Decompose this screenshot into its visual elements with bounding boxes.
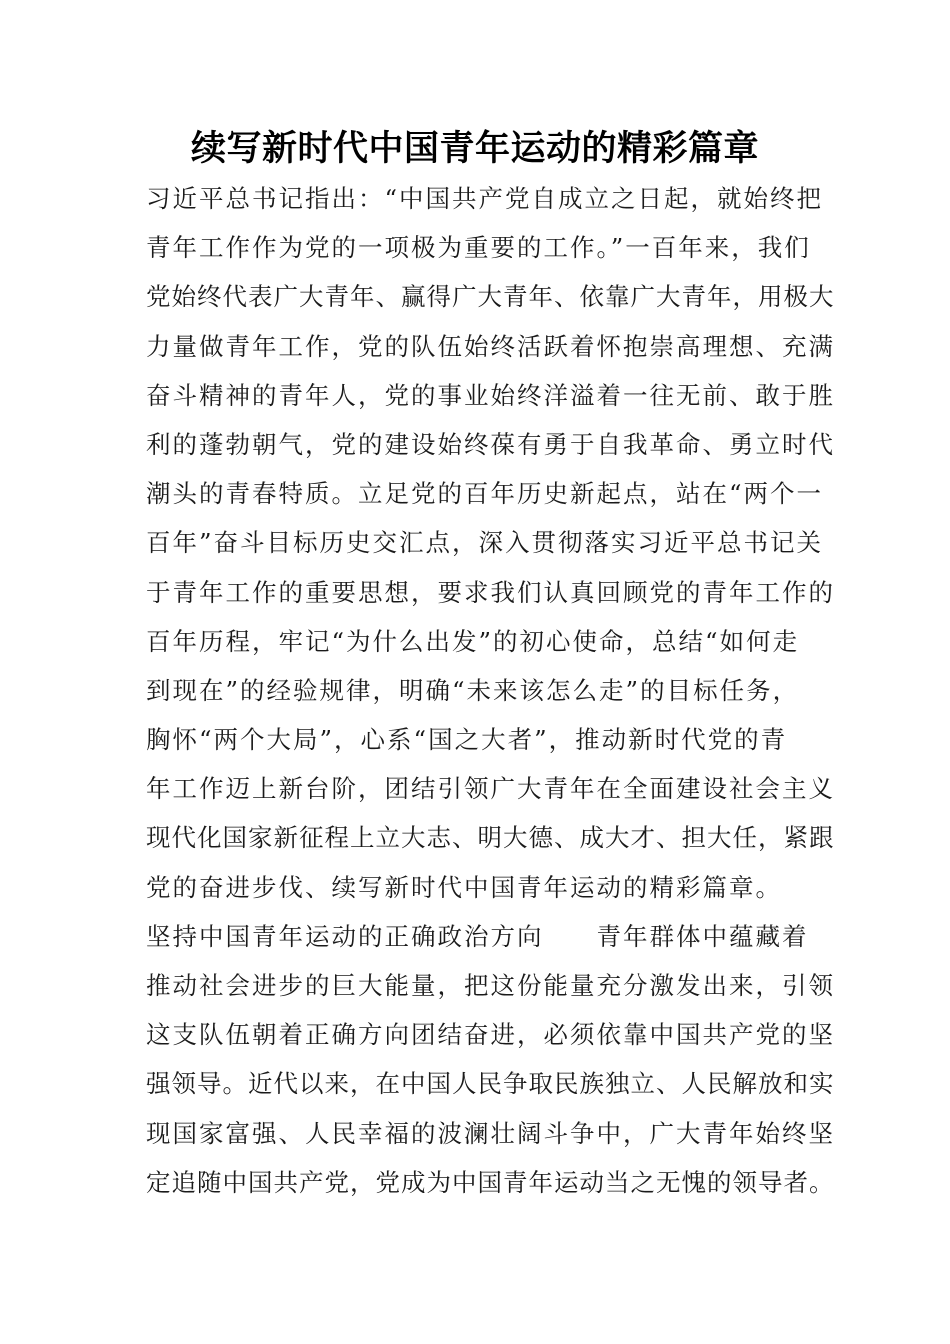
body-line: 于青年工作的重要思想，要求我们认真回顾党的青年工作的 bbox=[146, 577, 835, 607]
body-line: 年工作迈上新台阶，团结引领广大青年在全面建设社会主义 bbox=[146, 774, 835, 804]
body-line: 利的蓬勃朝气，党的建设始终葆有勇于自我革命、勇立时代 bbox=[146, 429, 835, 459]
body-line: 青年工作作为党的一项极为重要的工作。”一百年来，我们 bbox=[146, 233, 811, 263]
body-line: 百年历程，牢记“为什么出发”的初心使命，总结“如何走 bbox=[146, 626, 800, 656]
body-line: 这支队伍朝着正确方向团结奋进，必须依靠中国共产党的坚 bbox=[146, 1020, 835, 1050]
document-body bbox=[146, 174, 836, 1207]
body-line: 党的奋进步伐、续写新时代中国青年运动的精彩篇章。 bbox=[146, 872, 782, 902]
body-line: 胸怀“两个大局”，心系“国之大者”，推动新时代党的青 bbox=[146, 725, 788, 755]
body-line: 力量做青年工作，党的队伍始终活跃着怀抱崇高理想、充满 bbox=[146, 331, 835, 361]
body-line: 推动社会进步的巨大能量，把这份能量充分激发出来，引领 bbox=[146, 971, 835, 1000]
body-line: 现代化国家新征程上立大志、明大德、成大才、担大任，紧跟 bbox=[146, 823, 835, 853]
body-line: 奋斗精神的青年人，党的事业始终洋溢着一往无前、敢于胜 bbox=[146, 380, 835, 410]
body-line: 强领导。近代以来，在中国人民争取民族独立、人民解放和实 bbox=[146, 1069, 835, 1099]
body-line: 党始终代表广大青年、赢得广大青年、依靠广大青年，用极大 bbox=[146, 282, 835, 312]
body-line: 定追随中国共产党，党成为中国青年运动当之无愧的领导者。 bbox=[146, 1167, 835, 1197]
document-title: 续写新时代中国青年运动的精彩篇章 bbox=[190, 128, 759, 169]
body-line: 百年”奋斗目标历史交汇点，深入贯彻落实习近平总书记关 bbox=[146, 528, 824, 558]
body-line: 习近平总书记指出：“中国共产党自成立之日起，就始终把 bbox=[146, 184, 824, 213]
body-line: 潮头的青春特质。立足党的百年历史新起点，站在“两个一 bbox=[146, 479, 824, 509]
body-line: 坚持中国青年运动的正确政治方向 青年群体中蕴藏着 bbox=[146, 921, 809, 951]
body-line: 到现在”的经验规律，明确“未来该怎么走”的目标任务， bbox=[146, 675, 800, 705]
body-line: 现国家富强、人民幸福的波澜壮阔斗争中，广大青年始终坚 bbox=[146, 1118, 835, 1148]
